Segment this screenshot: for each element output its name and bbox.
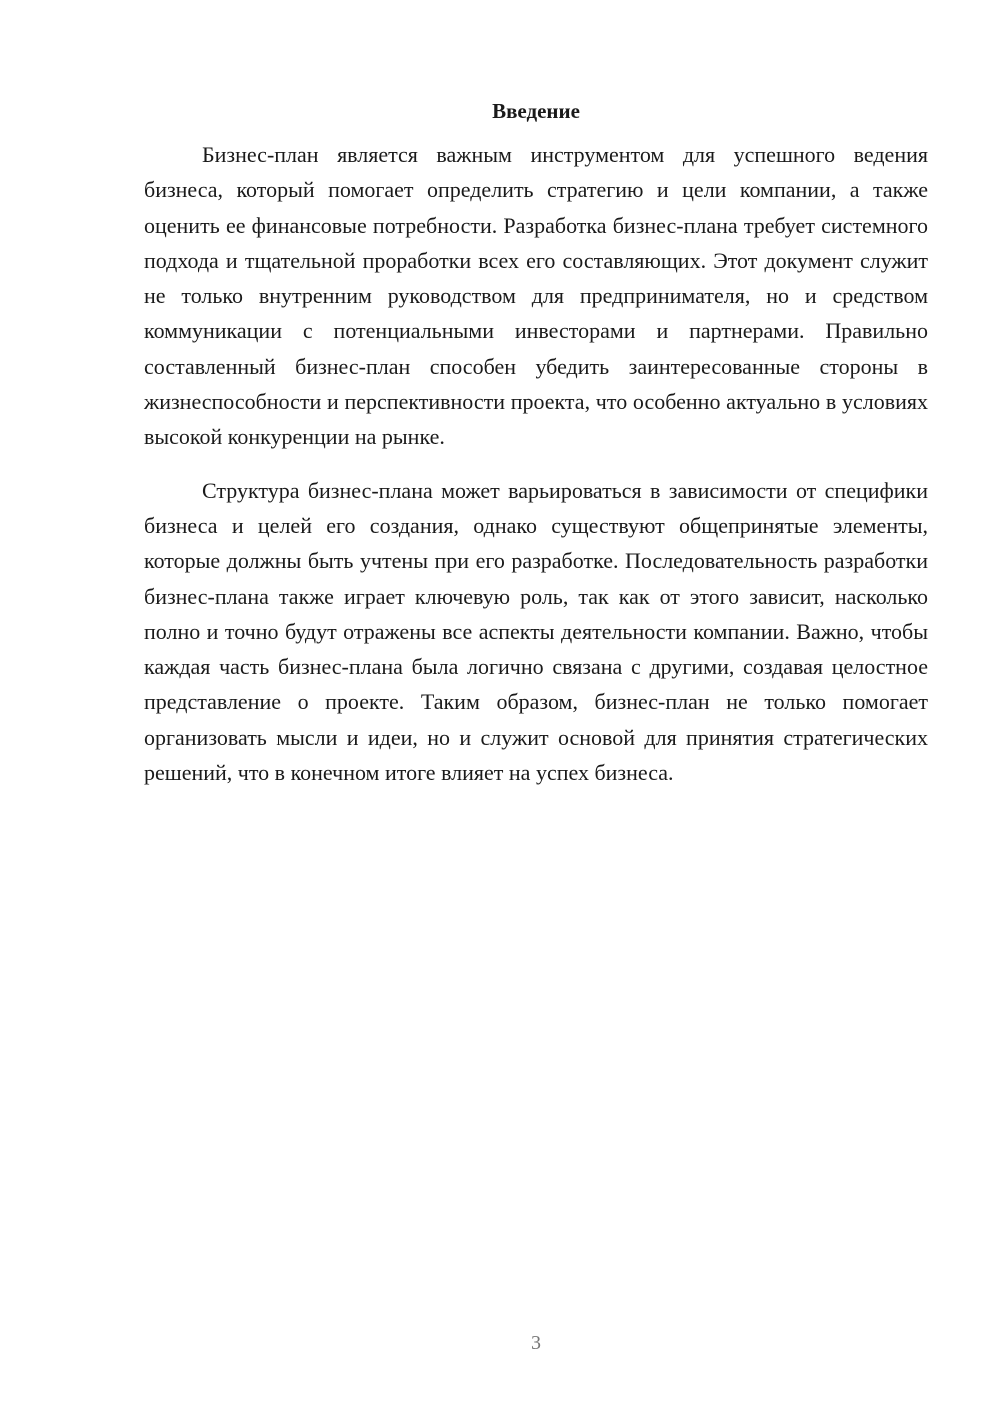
page-number: 3 — [531, 1332, 541, 1354]
paragraph-1: Бизнес-план является важным инструментом для успешного ведения бизнеса, который помогает определить стратегию и цели компании, а также оценить ее финансовые потребности. Разработка бизнес-плана требует системного подхода и тщательной проработки всех его составляющих. Этот документ служит не только внутренним руководством для предпринимателя, но и средством коммуникации с потенциальными инвесторами и партнерами. Правильно составленный бизнес-план способен убедить заинтересованные стороны в жизнеспособности и перспективности проекта, что особенно актуально в условиях высокой конкуренции на рынке. — [144, 142, 928, 450]
page-content — [144, 96, 928, 790]
page-title: Введение — [492, 99, 580, 123]
paragraph-2: Структура бизнес-плана может варьироваться в зависимости от специфики бизнеса и целей его создания, однако существуют общепринятые элементы, которые должны быть учтены при его разработке. Последовательность разработки бизнес-плана также играет ключевую роль, так как от этого зависит, насколько полно и точно будут отражены все аспекты деятельности компании. Важно, чтобы каждая часть бизнес-плана была логично связана с другими, создавая целостное представление о проекте. Таким образом, бизнес-план не только помогает организовать мысли и идеи, но и служит основой для принятия стратегических решений, что в конечном итоге влияет на успех бизнеса. — [144, 477, 928, 786]
